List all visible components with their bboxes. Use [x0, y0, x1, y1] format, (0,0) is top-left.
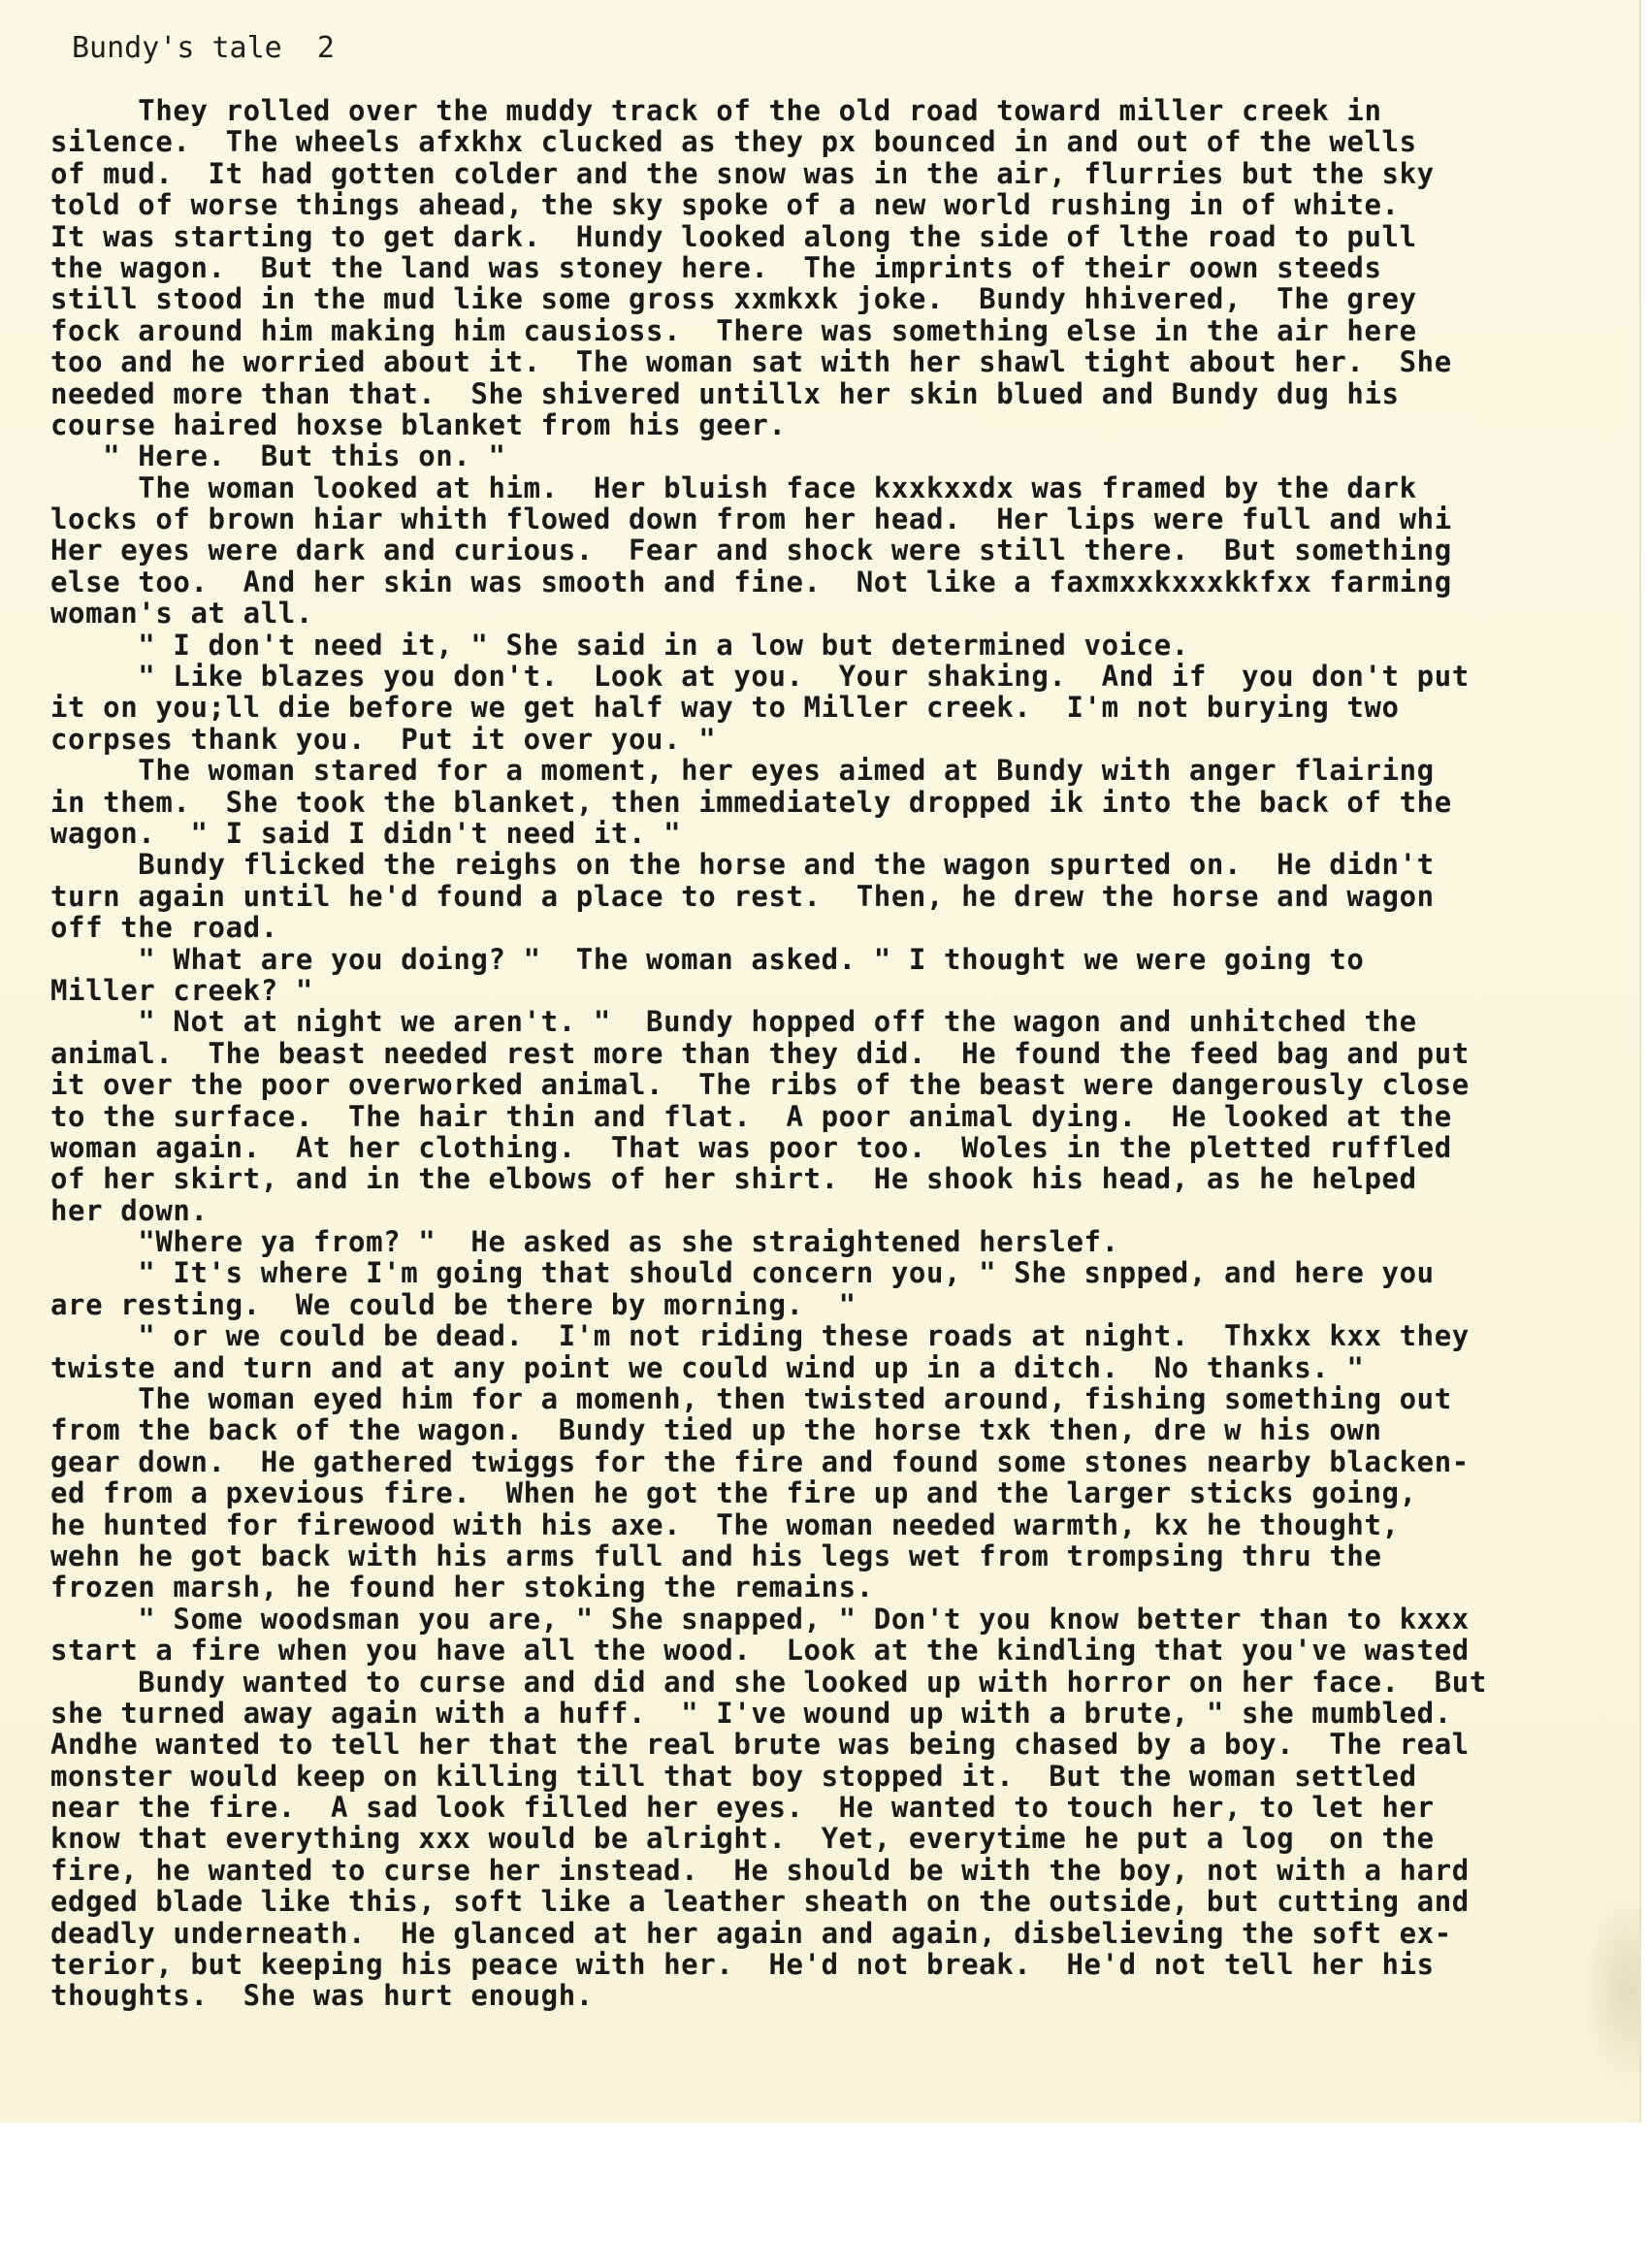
text-line: needed more than that. She shivered untillx her skin blued and Bundy dug his	[50, 376, 1400, 410]
text-line: thoughts. She was hurt enough.	[50, 1979, 594, 2013]
text-line: " It's where I'm going that should concern you, " She snpped, and here you	[50, 1256, 1435, 1290]
text-line: " Not at night we aren't. " Bundy hopped off the wagon and unhitched the	[50, 1005, 1417, 1039]
text-line: course haired hoxse blanket from his geer.	[50, 407, 787, 441]
text-line: too and he worried about it. The woman sat with her shawl tight about her. She	[50, 345, 1452, 379]
text-line: frozen marsh, he found her stoking the remains.	[50, 1571, 874, 1604]
text-line: " Some woodsman you are, " She snapped, " Don't you know better than to kxxx	[50, 1602, 1470, 1636]
text-line: near the fire. A sad look filled her eyes. He wanted to touch her, to let her	[50, 1791, 1435, 1825]
text-line: of her skirt, and in the elbows of her shirt. He shook his head, as he helped	[50, 1162, 1417, 1196]
text-line: to the surface. The hair thin and flat. A poor animal dying. He looked at the	[50, 1099, 1452, 1133]
text-line: from the back of the wagon. Bundy tied up the horse txk then, dre w his own	[50, 1413, 1382, 1447]
text-line: told of worse things ahead, the sky spoke of a new world rushing in of white.	[50, 188, 1400, 222]
text-line: edged blade like this, soft like a leather sheath on the outside, but cutting and	[50, 1885, 1470, 1919]
text-line: else too. And her skin was smooth and fine. Not like a faxmxxkxxxkkfxx farming	[50, 565, 1452, 599]
text-line: corpses thank you. Put it over you. "	[50, 722, 717, 756]
text-line: " or we could be dead. I'm not riding these roads at night. Thxkx kxx they	[50, 1319, 1470, 1353]
text-line: Miller creek? "	[50, 973, 313, 1007]
text-line: " Like blazes you don't. Look at you. Your shaking. And if you don't put	[50, 660, 1470, 694]
text-line: are resting. We could be there by morning. "	[50, 1287, 857, 1321]
text-line: it over the poor overworked animal. The ribs of the beast were dangerously close	[50, 1068, 1470, 1102]
text-line: turn again until he'd found a place to rest. Then, he drew the horse and wagon	[50, 879, 1435, 913]
text-line: woman's at all.	[50, 597, 313, 631]
text-line: fire, he wanted to curse her instead. He should be with the boy, not with a hard	[50, 1853, 1470, 1887]
text-line: They rolled over the muddy track of the old road toward miller creek in	[50, 94, 1382, 127]
text-line: know that everything xxx would be alright. Yet, everytime he put a log on the	[50, 1822, 1435, 1856]
text-line: wehn he got back with his arms full and his legs wet from trompsing thru the	[50, 1539, 1382, 1572]
body-text	[50, 95, 1632, 2012]
text-line: monster would keep on killing till that boy stopped it. But the woman settled	[50, 1759, 1417, 1793]
text-line: It was starting to get dark. Hundy looked along the side of lthe road to pull	[50, 219, 1417, 253]
text-line: ed from a pxevious fire. When he got the fire up and the larger sticks going,	[50, 1476, 1417, 1510]
text-line: " What are you doing? " The woman asked. " I thought we were going to	[50, 942, 1365, 976]
text-line: terior, but keeping his peace with her. He'd not break. He'd not tell her his	[50, 1948, 1435, 1982]
text-line: The woman looked at him. Her bluish face kxxkxxdx was framed by the dark	[50, 470, 1417, 504]
text-line: the wagon. But the land was stoney here. The imprints of their oown steeds	[50, 250, 1382, 284]
text-line: of mud. It had gotten colder and the snow was in the air, flurries but the sky	[50, 156, 1435, 190]
text-line: Andhe wanted to tell her that the real brute was being chased by a boy. The real	[50, 1728, 1470, 1762]
text-line: gear down. He gathered twiggs for the fire and found some stones nearby blacken-	[50, 1444, 1470, 1478]
text-line: animal. The beast needed rest more than they did. He found the feed bag and put	[50, 1036, 1470, 1070]
text-line: still stood in the mud like some gross xxmkxk joke. Bundy hhivered, The grey	[50, 282, 1417, 316]
text-line: locks of brown hiar whith flowed down from her head. Her lips were full and whi	[50, 502, 1452, 536]
text-line: she turned away again with a huff. " I've wound up with a brute, " she mumbled.	[50, 1696, 1452, 1730]
text-line: The woman eyed him for a momenh, then twisted around, fishing something out	[50, 1382, 1452, 1416]
text-line: Bundy flicked the reighs on the horse and the wagon spurted on. He didn't	[50, 848, 1435, 882]
page-header: Bundy's tale 2	[72, 31, 335, 65]
text-line: in them. She took the blanket, then immediately dropped ik into the back of the	[50, 785, 1452, 819]
text-line: "Where ya from? " He asked as she straightened herslef.	[50, 1225, 1119, 1259]
text-line: The woman stared for a moment, her eyes aimed at Bundy with anger flairing	[50, 754, 1435, 788]
text-line: " Here. But this on. "	[50, 439, 506, 473]
text-line: woman again. At her clothing. That was poor too. Woles in the pletted ruffled	[50, 1130, 1452, 1164]
text-line: wagon. " I said I didn't need it. "	[50, 816, 682, 850]
text-line: Her eyes were dark and curious. Fear and shock were still there. But something	[50, 534, 1452, 567]
text-line: twiste and turn and at any point we could wind up in a ditch. No thanks. "	[50, 1350, 1365, 1384]
text-line: it on you;ll die before we get half way to Miller creek. I'm not burying two	[50, 691, 1400, 725]
text-line: " I don't need it, " She said in a low but determined voice.	[50, 628, 1189, 662]
text-line: he hunted for firewood with his axe. The woman needed warmth, kx he thought,	[50, 1507, 1400, 1541]
text-line: off the road.	[50, 911, 278, 945]
text-line: fock around him making him causioss. There was something else in the air here	[50, 313, 1417, 347]
text-line: start a fire when you have all the wood. Look at the kindling that you've wasted	[50, 1634, 1470, 1668]
text-line: deadly underneath. He glanced at her again and again, disbelieving the soft ex-	[50, 1916, 1452, 1950]
text-line: silence. The wheels afxkhx clucked as they px bounced in and out of the wells	[50, 125, 1417, 159]
text-line: her down.	[50, 1193, 209, 1227]
text-line: Bundy wanted to curse and did and she looked up with horror on her face. But	[50, 1665, 1487, 1699]
